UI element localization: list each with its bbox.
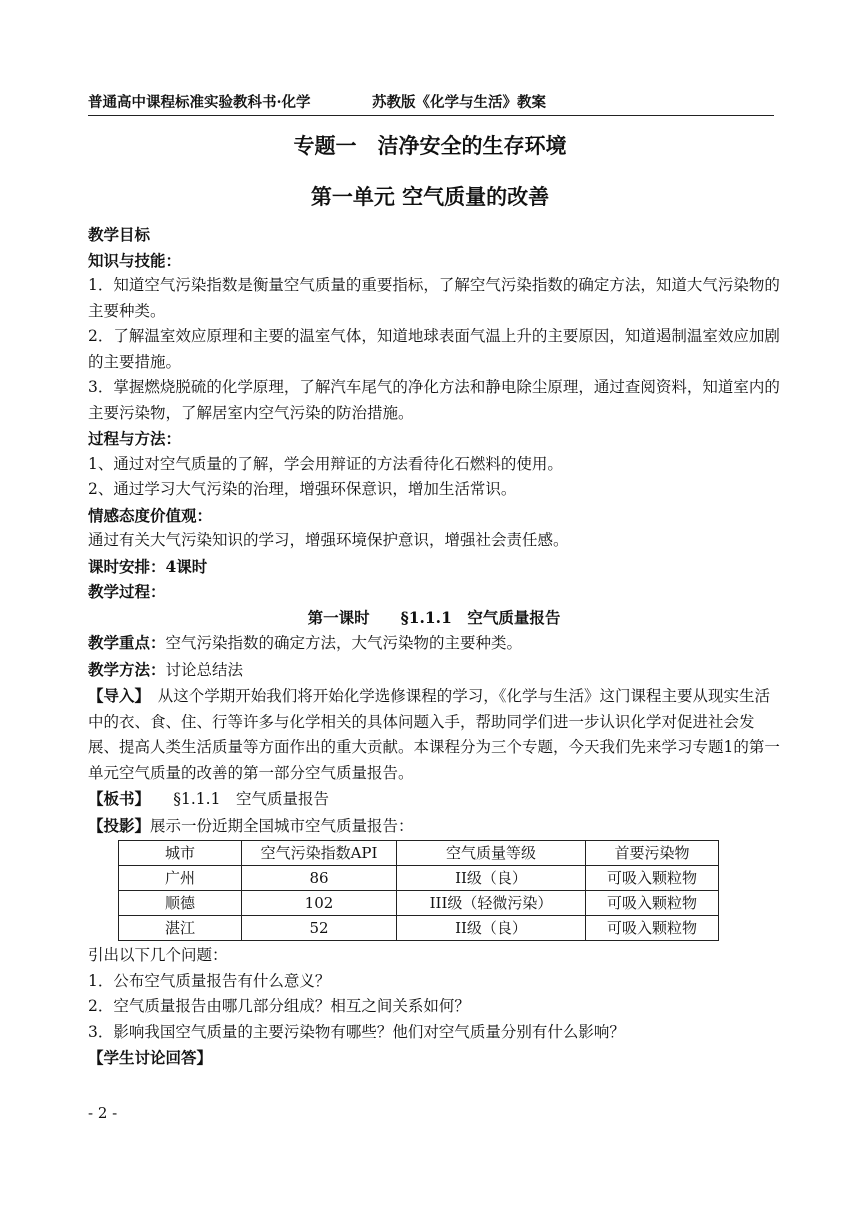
table-cell: 湛江 <box>119 916 242 941</box>
table-cell: II级（良） <box>397 916 586 941</box>
key-points <box>88 630 780 657</box>
method-label: 教学方法： <box>88 659 166 679</box>
table-row <box>119 891 719 916</box>
teaching-method <box>88 657 780 684</box>
table-cell: 52 <box>242 916 397 941</box>
method-text: 讨论总结法 <box>165 660 244 679</box>
table-row <box>119 866 719 891</box>
document-body <box>88 222 780 1071</box>
table-header-row <box>119 841 719 866</box>
process-heading: 过程与方法： <box>88 429 182 448</box>
document-title: 专题一 洁净安全的生存环境 <box>293 133 567 158</box>
board-line <box>88 786 780 813</box>
board-text: §1.1.1 空气质量报告 <box>142 790 329 808</box>
questions-intro: 引出以下几个问题： <box>88 946 228 964</box>
key-points-label: 教学重点： <box>88 633 166 652</box>
projection-line <box>88 813 780 840</box>
document-subtitle: 第一单元 空气质量的改善 <box>310 184 550 209</box>
emotion-text: 通过有关大气污染知识的学习，增强环境保护意识，增强社会责任感。 <box>88 531 569 549</box>
intro-paragraph <box>88 683 780 786</box>
knowledge-item: 1．知道空气污染指数是衡量空气质量的重要指标，了解空气污染指数的确定方法，知道大气污染物的主要种类。 <box>88 276 780 320</box>
table-cell: 可吸入颗粒物 <box>586 891 719 916</box>
table-cell: III级（轻微污染） <box>397 891 586 916</box>
emotion-heading: 情感态度价值观： <box>88 505 213 525</box>
page-number: - 2 - <box>88 1104 118 1122</box>
projection-label: 【投影】 <box>88 815 151 835</box>
question-item: 1．公布空气质量报告有什么意义？ <box>88 971 331 990</box>
table-header-cell: 空气污染指数API <box>242 841 397 866</box>
table-cell: 可吸入颗粒物 <box>586 866 719 891</box>
table-cell: 广州 <box>119 866 242 891</box>
table-cell: 102 <box>242 891 397 916</box>
table-header-cell: 首要污染物 <box>586 841 719 866</box>
table-cell: 可吸入颗粒物 <box>586 916 719 941</box>
table-cell: 顺德 <box>119 891 242 916</box>
knowledge-item: 2．了解温室效应原理和主要的温室气体，知道地球表面气温上升的主要原因，知道遏制温室效应加剧的主要措施。 <box>88 327 780 371</box>
header-right-text: 苏教版《化学与生活》教案 <box>372 94 546 111</box>
projection-text: 展示一份近期全国城市空气质量报告： <box>150 816 414 835</box>
discussion-label: 【学生讨论回答】 <box>88 1048 213 1067</box>
intro-label: 【导入】 <box>88 686 143 705</box>
knowledge-item: 3．掌握燃烧脱硫的化学原理，了解汽车尾气的净化方法和静电除尘原理，通过查阅资料，知道室内的主要污染物，了解居室内空气污染的防治措施。 <box>88 378 780 422</box>
lesson-title: 第一课时 §1.1.1 空气质量报告 <box>307 607 561 627</box>
schedule: 课时安排：4课时 <box>88 556 208 576</box>
question-item: 2．空气质量报告由哪几部分组成？相互之间关系如何？ <box>88 997 470 1015</box>
process-item: 1、通过对空气质量的了解，学会用辩证的方法看待化石燃料的使用。 <box>88 454 563 473</box>
page-header <box>88 93 774 116</box>
air-quality-table <box>118 840 719 941</box>
key-points-text: 空气污染指数的确定方法，大气污染物的主要种类。 <box>165 634 523 652</box>
table-row <box>119 916 719 941</box>
intro-text: 从这个学期开始我们将开始化学选修课程的学习，《化学与生活》这门课程主要从现实生活中的衣、食、住、行等许多与化学相关的具体问题入手，帮助同学们进一步认识化学对促进社会发展、提高人类生活质量等方面作出的重大贡献。本课程分为三个专题，今天我们先来学习专题1的第一单元空气质量的改善的第一部分空气质量报告。 <box>88 687 780 782</box>
goals-heading: 教学目标 <box>88 225 151 244</box>
table-cell: 86 <box>242 866 397 891</box>
air-quality-table-wrapper <box>118 840 780 941</box>
header-left-text: 普通高中课程标准实验教科书·化学 <box>88 94 311 111</box>
table-header-cell: 城市 <box>119 841 242 866</box>
knowledge-heading: 知识与技能： <box>88 250 182 270</box>
table-header-cell: 空气质量等级 <box>397 841 586 866</box>
question-item: 3．影响我国空气质量的主要污染物有哪些？他们对空气质量分别有什么影响？ <box>88 1022 625 1041</box>
process-item: 2、通过学习大气污染的治理，增强环保意识，增加生活常识。 <box>88 480 517 498</box>
table-cell: II级（良） <box>397 866 586 891</box>
board-label: 【板书】 <box>88 789 143 808</box>
process-title: 教学过程： <box>88 582 166 601</box>
